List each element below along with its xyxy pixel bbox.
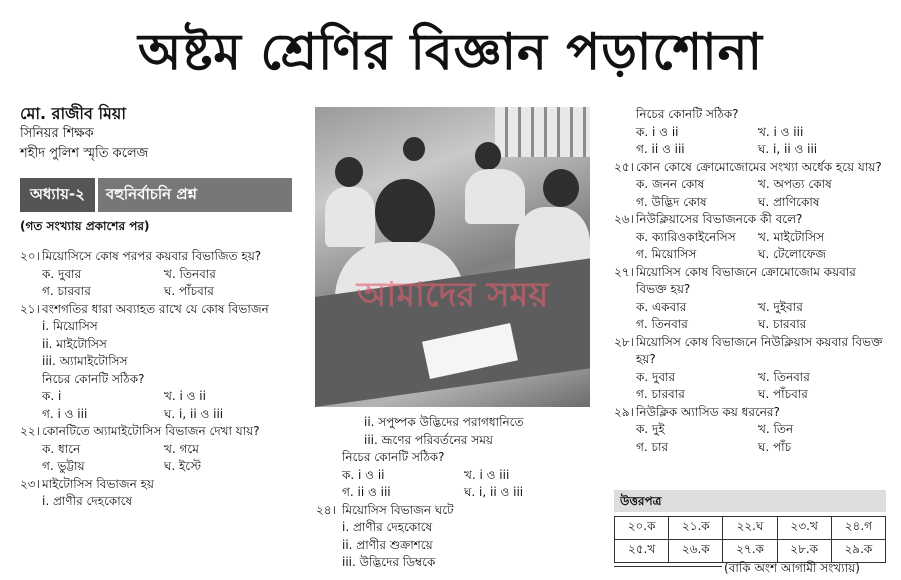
options-row: গ. চারবার ঘ. পাঁচবার [42, 284, 214, 298]
options-row: গ. ii ও iii ঘ. i, ii ও iii [342, 485, 524, 499]
student-body [465, 169, 525, 224]
student-body [325, 187, 375, 247]
options-row: ক. i খ. i ও ii [42, 389, 206, 403]
exam-photo [315, 107, 590, 407]
continuation-note: (গত সংখ্যায় প্রকাশের পর) [20, 219, 150, 233]
statement: i. মিয়োসিস [42, 319, 98, 333]
question-prompt: নিচের কোনটি সঠিক? [342, 450, 445, 464]
options-row: ক. দুই খ. তিন [636, 422, 794, 436]
photo-watermark: আমাদের সময় [356, 275, 549, 315]
column-3 [614, 106, 884, 456]
answer-cell: ২৫.খ [615, 540, 669, 563]
options-row: গ. ii ও iii ঘ. i, ii ও iii [636, 142, 818, 156]
answer-cell: ২৭.ক [723, 540, 777, 563]
continued-note: (বাকি অংশ আগামী সংখ্যায়) [724, 561, 860, 575]
question-29: ২৯। নিউক্লিক অ্যাসিড কয় ধরনের? [614, 404, 780, 419]
options-row: ক. ধানে খ. গমে [42, 441, 199, 456]
page-title: অষ্টম শ্রেণির বিজ্ঞান পড়াশোনা [138, 22, 763, 81]
statement: iii. অ্যামাইটোসিস [42, 354, 128, 368]
question-25: ২৫। কোন কোষে ক্রোমোজোমের সংখ্যা অর্ধেক হয়ে যায়? [614, 159, 882, 174]
statement: iii. ভ্রূণের পরিবর্তনের সময় [364, 432, 493, 447]
options-row: ক. i ও ii খ. i ও iii [636, 124, 804, 139]
author-institution: শহীদ পুলিশ স্মৃতি কলেজ [20, 146, 149, 161]
statement: ii. মাইটোসিস [42, 336, 107, 351]
window-shape [495, 107, 590, 157]
statement: ii. প্রাণীর শুক্রাশয়ে [342, 537, 433, 552]
chapter-bar [20, 178, 292, 212]
options-row: গ. চারবার ঘ. পাঁচবার [636, 387, 808, 401]
options-row: ক. দুবার খ. তিনবার [636, 369, 810, 384]
options-row: গ. চার ঘ. পাঁচ [636, 439, 792, 454]
question-22: ২২। কোনটিতে অ্যামাইটোসিস বিভাজন দেখা যায়? [20, 424, 260, 438]
answer-cell: ২৬.ক [669, 540, 723, 563]
answer-key-heading: উত্তরপত্র [614, 490, 886, 512]
options-row: গ. ভুট্টায় ঘ. ইস্টে [42, 459, 201, 473]
answer-cell: ২৯.ক [831, 540, 885, 563]
author-block [20, 104, 148, 164]
question-24: ২৪। মিয়োসিস বিভাজন ঘটে [316, 502, 454, 517]
options-row: গ. i ও iii ঘ. i, ii ও iii [42, 406, 224, 421]
question-23: ২৩। মাইটোসিস বিভাজন হয় [20, 476, 154, 491]
student-head [543, 169, 579, 207]
question-20: ২০। মিয়োসিসে কোষ পরপর কয়বার বিভাজিত হয়? [20, 249, 262, 263]
topic-label: বহুনির্বাচনি প্রশ্ন [105, 184, 197, 203]
statement: ii. সপুষ্পক উদ্ভিদের পরাগধানিতে [364, 415, 524, 429]
options-row: ক. দুবার খ. তিনবার [42, 266, 216, 281]
answer-cell: ২২.ঘ [723, 517, 777, 540]
options-row: ক. একবার খ. দুইবার [636, 299, 803, 314]
question-prompt: নিচের কোনটি সঠিক? [42, 371, 145, 386]
question-21: ২১। বংশগতির ধারা অব্যাহত রাখে যে কোষ বিভাজন [20, 301, 269, 316]
options-row: গ. মিয়োসিস ঘ. টেলোফেজ [636, 247, 827, 261]
table-row [615, 517, 886, 540]
student-head [403, 137, 425, 161]
student-head [475, 142, 501, 170]
answer-cell: ২০.ক [615, 517, 669, 540]
author-designation: সিনিয়র শিক্ষক [20, 126, 94, 141]
question-26: ২৬। নিউক্লিয়াসের বিভাজনকে কী বলে? [614, 212, 803, 226]
options-row: ক. জনন কোষ খ. অপত্য কোষ [636, 177, 832, 191]
options-row: গ. তিনবার ঘ. চারবার [636, 317, 807, 331]
author-name: মো. রাজীব মিয়া [20, 104, 126, 123]
student-head [375, 179, 435, 245]
column-1 [20, 248, 290, 511]
options-row: ক. ক্যারিওকাইনেসিস খ. মাইটোসিস [636, 229, 825, 244]
student-head [335, 157, 363, 187]
answer-key [614, 490, 886, 563]
answer-cell: ২৪.গ [831, 517, 885, 540]
answer-cell: ২৮.ক [777, 540, 831, 563]
statement: iii. উদ্ভিদের ডিম্বকে [342, 555, 436, 569]
statement: i. প্রাণীর দেহকোষে [342, 520, 433, 534]
question-28: ২৮। মিয়োসিস কোষ বিভাজনে নিউক্লিয়াস কয়বার বিভক্ত হয়? [614, 334, 883, 366]
question-27: ২৭। মিয়োসিস কোষ বিভাজনে ক্রোমোজোম কয়বার বিভক্ত হয়? [614, 264, 856, 296]
question-prompt: নিচের কোনটি সঠিক? [636, 107, 739, 121]
answer-cell: ২৩.খ [777, 517, 831, 540]
answer-table [614, 516, 886, 563]
options-row: গ. উদ্ভিদ কোষ ঘ. প্রাণিকোষ [636, 194, 820, 209]
options-row: ক. i ও ii খ. i ও iii [342, 467, 510, 482]
chapter-label: অধ্যায়-২ [20, 178, 98, 212]
divider [614, 566, 722, 567]
column-2 [316, 414, 612, 572]
statement: i. প্রাণীর দেহকোষে [42, 494, 133, 508]
answer-cell: ২১.ক [669, 517, 723, 540]
